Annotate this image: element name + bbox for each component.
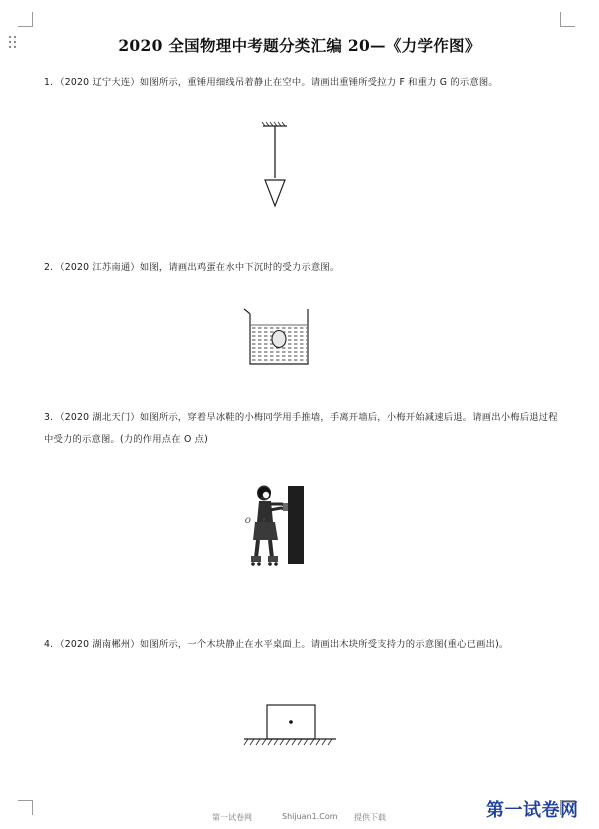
question-3 (44, 407, 564, 451)
beaker-egg-figure (240, 306, 316, 366)
hanging-weight-figure (255, 122, 295, 212)
question-1 (44, 72, 564, 94)
question-text: （2020 湖南郴州）如图所示，一个木块静止在水平桌面上。请画出木块所受支持力的示意图(重心已画出)。 (55, 639, 509, 650)
footer-site-name: 第一试卷网 (212, 813, 252, 822)
question-number: 2. (44, 262, 54, 273)
question-4 (44, 634, 564, 656)
question-text: （2020 辽宁大连）如图所示，重锤用细线吊着静止在空中。请画出重锤所受拉力 F 和重力 G 的示意图。 (55, 77, 498, 88)
brand-watermark-logo: 第一试卷网 (486, 800, 579, 821)
question-text: （2020 湖北天门）如图所示，穿着早冰鞋的小梅同学用手推墙，手离开墙后，小梅开始减速后退。请画出小梅后退过程中受力的示意图。(力的作用点在 O 点) (44, 412, 558, 445)
footer-site-link[interactable]: Shijuan1.Com (282, 812, 338, 821)
page-corner-mark-top-right (560, 12, 575, 27)
question-number: 3. (44, 412, 54, 423)
footer-download-text: 提供下载 (354, 813, 386, 822)
question-number: 1. (44, 77, 54, 88)
page-corner-mark-bottom-left (18, 800, 33, 815)
page-corner-mark-top-left (18, 12, 33, 27)
question-text: （2020 江苏南通）如图，请画出鸡蛋在水中下沉时的受力示意图。 (55, 262, 340, 273)
page-title: 2020 全国物理中考题分类汇编 20—《力学作图》 (118, 36, 481, 55)
block-on-table-figure (242, 703, 338, 749)
girl-pushing-wall-figure (244, 484, 314, 574)
point-label-o: O (245, 517, 251, 525)
question-2 (44, 257, 564, 279)
question-number: 4. (44, 639, 54, 650)
